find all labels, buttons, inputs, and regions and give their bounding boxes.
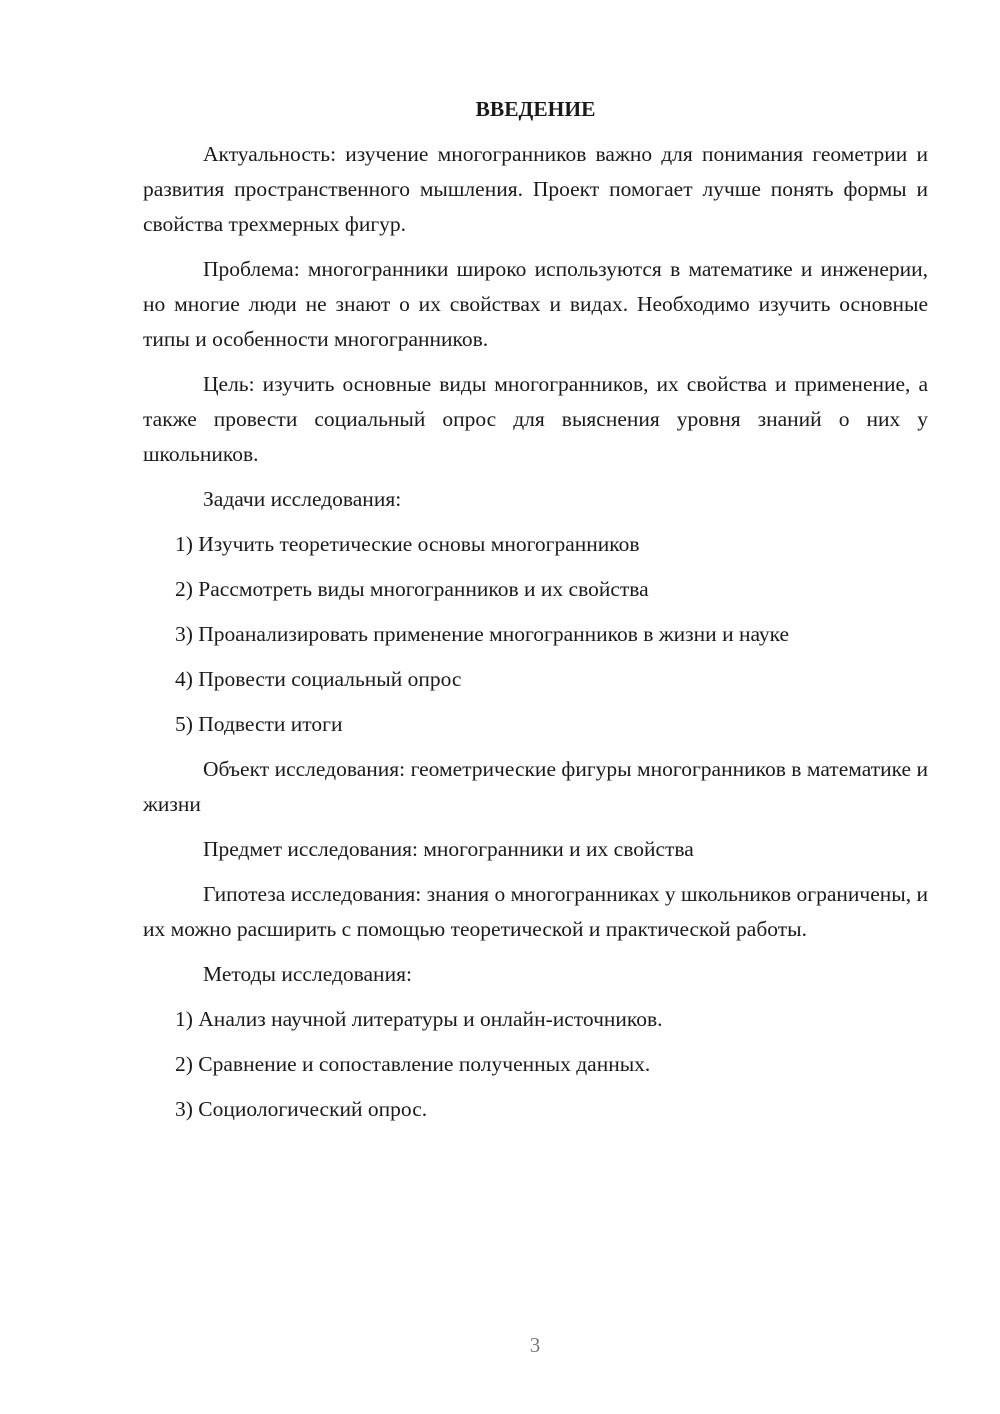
list-item: 2) Рассмотреть виды многогранников и их свойства [175,577,649,601]
page-number: 3 [529,1333,541,1357]
object-paragraph: Объект исследования: геометрические фигуры многогранников в математике и жизни [143,757,928,816]
problem-paragraph: Проблема: многогранники широко используются в математике и инженерии, но многие люди не знают о их свойствах и видах. Необходимо изучить основные типы и особенности многогранников. [143,257,928,351]
relevance-paragraph: Актуальность: изучение многогранников важно для понимания геометрии и развития пространственного мышления. Проект помогает лучше понять формы и свойства трехмерных фигур. [143,142,928,236]
methods-list [143,1002,928,1127]
section-title: ВВЕДЕНИЕ [475,97,596,121]
list-item: 1) Анализ научной литературы и онлайн-источников. [175,1007,663,1031]
goal-paragraph: Цель: изучить основные виды многогранников, их свойства и применение, а также провести социальный опрос для выяснения уровня знаний о них у школьников. [143,372,928,466]
tasks-list [143,527,928,742]
list-item: 1) Изучить теоретические основы многогранников [175,532,640,556]
tasks-heading: Задачи исследования: [203,487,402,511]
document-page [143,92,928,1137]
list-item: 3) Социологический опрос. [175,1097,428,1121]
list-item: 5) Подвести итоги [175,712,343,736]
hypothesis-paragraph: Гипотеза исследования: знания о многогранниках у школьников ограничены, и их можно расширить с помощью теоретической и практической работы. [143,882,928,941]
list-item: 2) Сравнение и сопоставление полученных данных. [175,1052,651,1076]
subject-paragraph: Предмет исследования: многогранники и их свойства [203,837,694,861]
methods-heading: Методы исследования: [203,962,412,986]
list-item: 4) Провести социальный опрос [175,667,462,691]
list-item: 3) Проанализировать применение многогранников в жизни и науке [175,622,790,646]
